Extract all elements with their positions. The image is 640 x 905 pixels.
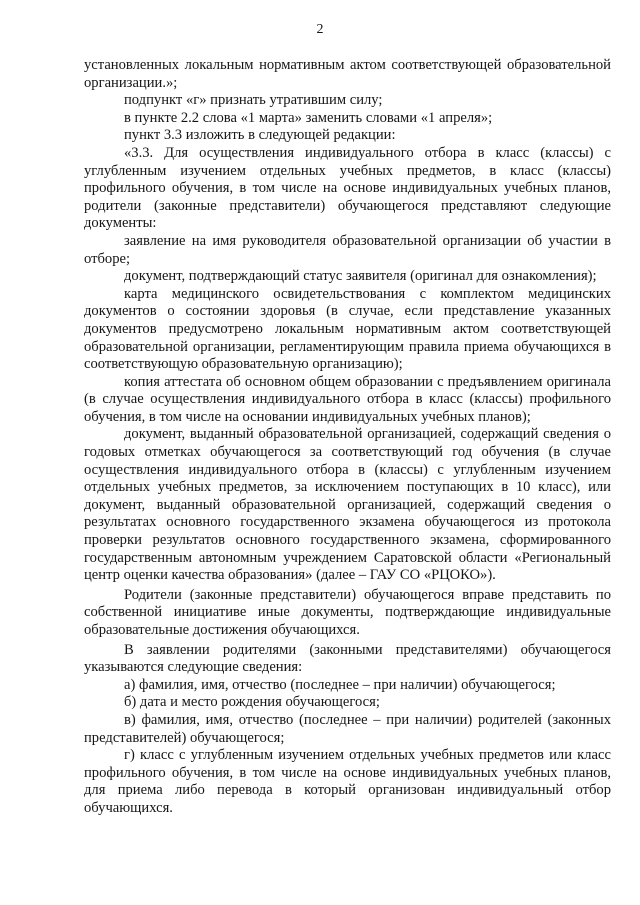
- paragraph-document-medical-card: карта медицинского освидетельствования с комплектом медицинских документов о состоянии здоровья (в случае, если представление указанных документов предусмотрено локальным нормативным актом соответствующей образовательной организации, регламентирующим правила приема обучающихся в соответствующую образовательную организацию);: [84, 285, 611, 373]
- paragraph-document-grades: документ, выданный образовательной организацией, содержащий сведения о годовых отметках обучающегося за соответствующий год обучения (в случае осуществления индивидуального отбора в (классы) с углубленным изучением отдельных учебных предметов, за исключением поступающих в 10 класс), или документ, выданный образовательной организацией, содержащий сведения о результатах основного государственного экзамена обучающегося из протокола проверки результатов основного государственного экзамена, сформированного государственным автономным учреждением Саратовской области «Региональный центр оценки качества образования» (далее – ГАУ СО «РЦОКО»).: [84, 426, 611, 584]
- paragraph-clause-2-2-amendment: в пункте 2.2 слова «1 марта» заменить словами «1 апреля»;: [124, 109, 493, 126]
- paragraph-application-contents: В заявлении родителями (законными представителями) обучающегося указываются следующие сведения:: [84, 641, 611, 676]
- paragraph-document-application: заявление на имя руководителя образовательной организации об участии в отборе;: [84, 232, 611, 267]
- paragraph-clause-3-3-text: «3.3. Для осуществления индивидуального отбора в класс (классы) с углубленным изучением отдельных учебных предметов, в класс (классы) профильного обучения, в том числе на основе индивидуальных учебных планов, родители (законные представители) обучающегося представляют следующие документы:: [84, 144, 611, 232]
- list-item-g: г) класс с углубленным изучением отдельных учебных предметов или класс профильного обучения, в том числе на основе индивидуальных учебных планов, для приема либо перевода в который организован индивидуальный отбор обучающихся.: [84, 747, 611, 816]
- paragraph-clause-3-3-intro: пункт 3.3 изложить в следующей редакции:: [124, 127, 396, 144]
- page-number: 2: [316, 22, 324, 37]
- document-body: [84, 57, 611, 818]
- list-item-a: а) фамилия, имя, отчество (последнее – при наличии) обучающегося;: [124, 676, 556, 693]
- paragraph-continuation: установленных локальным нормативным актом соответствующей образовательной организации.»;: [84, 57, 611, 91]
- list-item-b: б) дата и место рождения обучающегося;: [124, 694, 380, 711]
- paragraph-subitem-g-repeal: подпункт «г» признать утратившим силу;: [124, 92, 383, 109]
- list-item-v: в) фамилия, имя, отчество (последнее – при наличии) родителей (законных представителей) обучающегося;: [84, 711, 611, 746]
- paragraph-document-applicant-status: документ, подтверждающий статус заявителя (оригинал для ознакомления);: [124, 268, 597, 285]
- paragraph-parents-right: Родители (законные представители) обучающегося вправе представить по собственной инициативе иные документы, подтверждающие индивидуальные образовательные достижения обучающихся.: [84, 586, 611, 638]
- paragraph-document-certificate-copy: копия аттестата об основном общем образовании с предъявлением оригинала (в случае осуществления индивидуального отбора в класс (классы) профильного обучения, в том числе на основании индивидуальных учебных планов);: [84, 373, 611, 425]
